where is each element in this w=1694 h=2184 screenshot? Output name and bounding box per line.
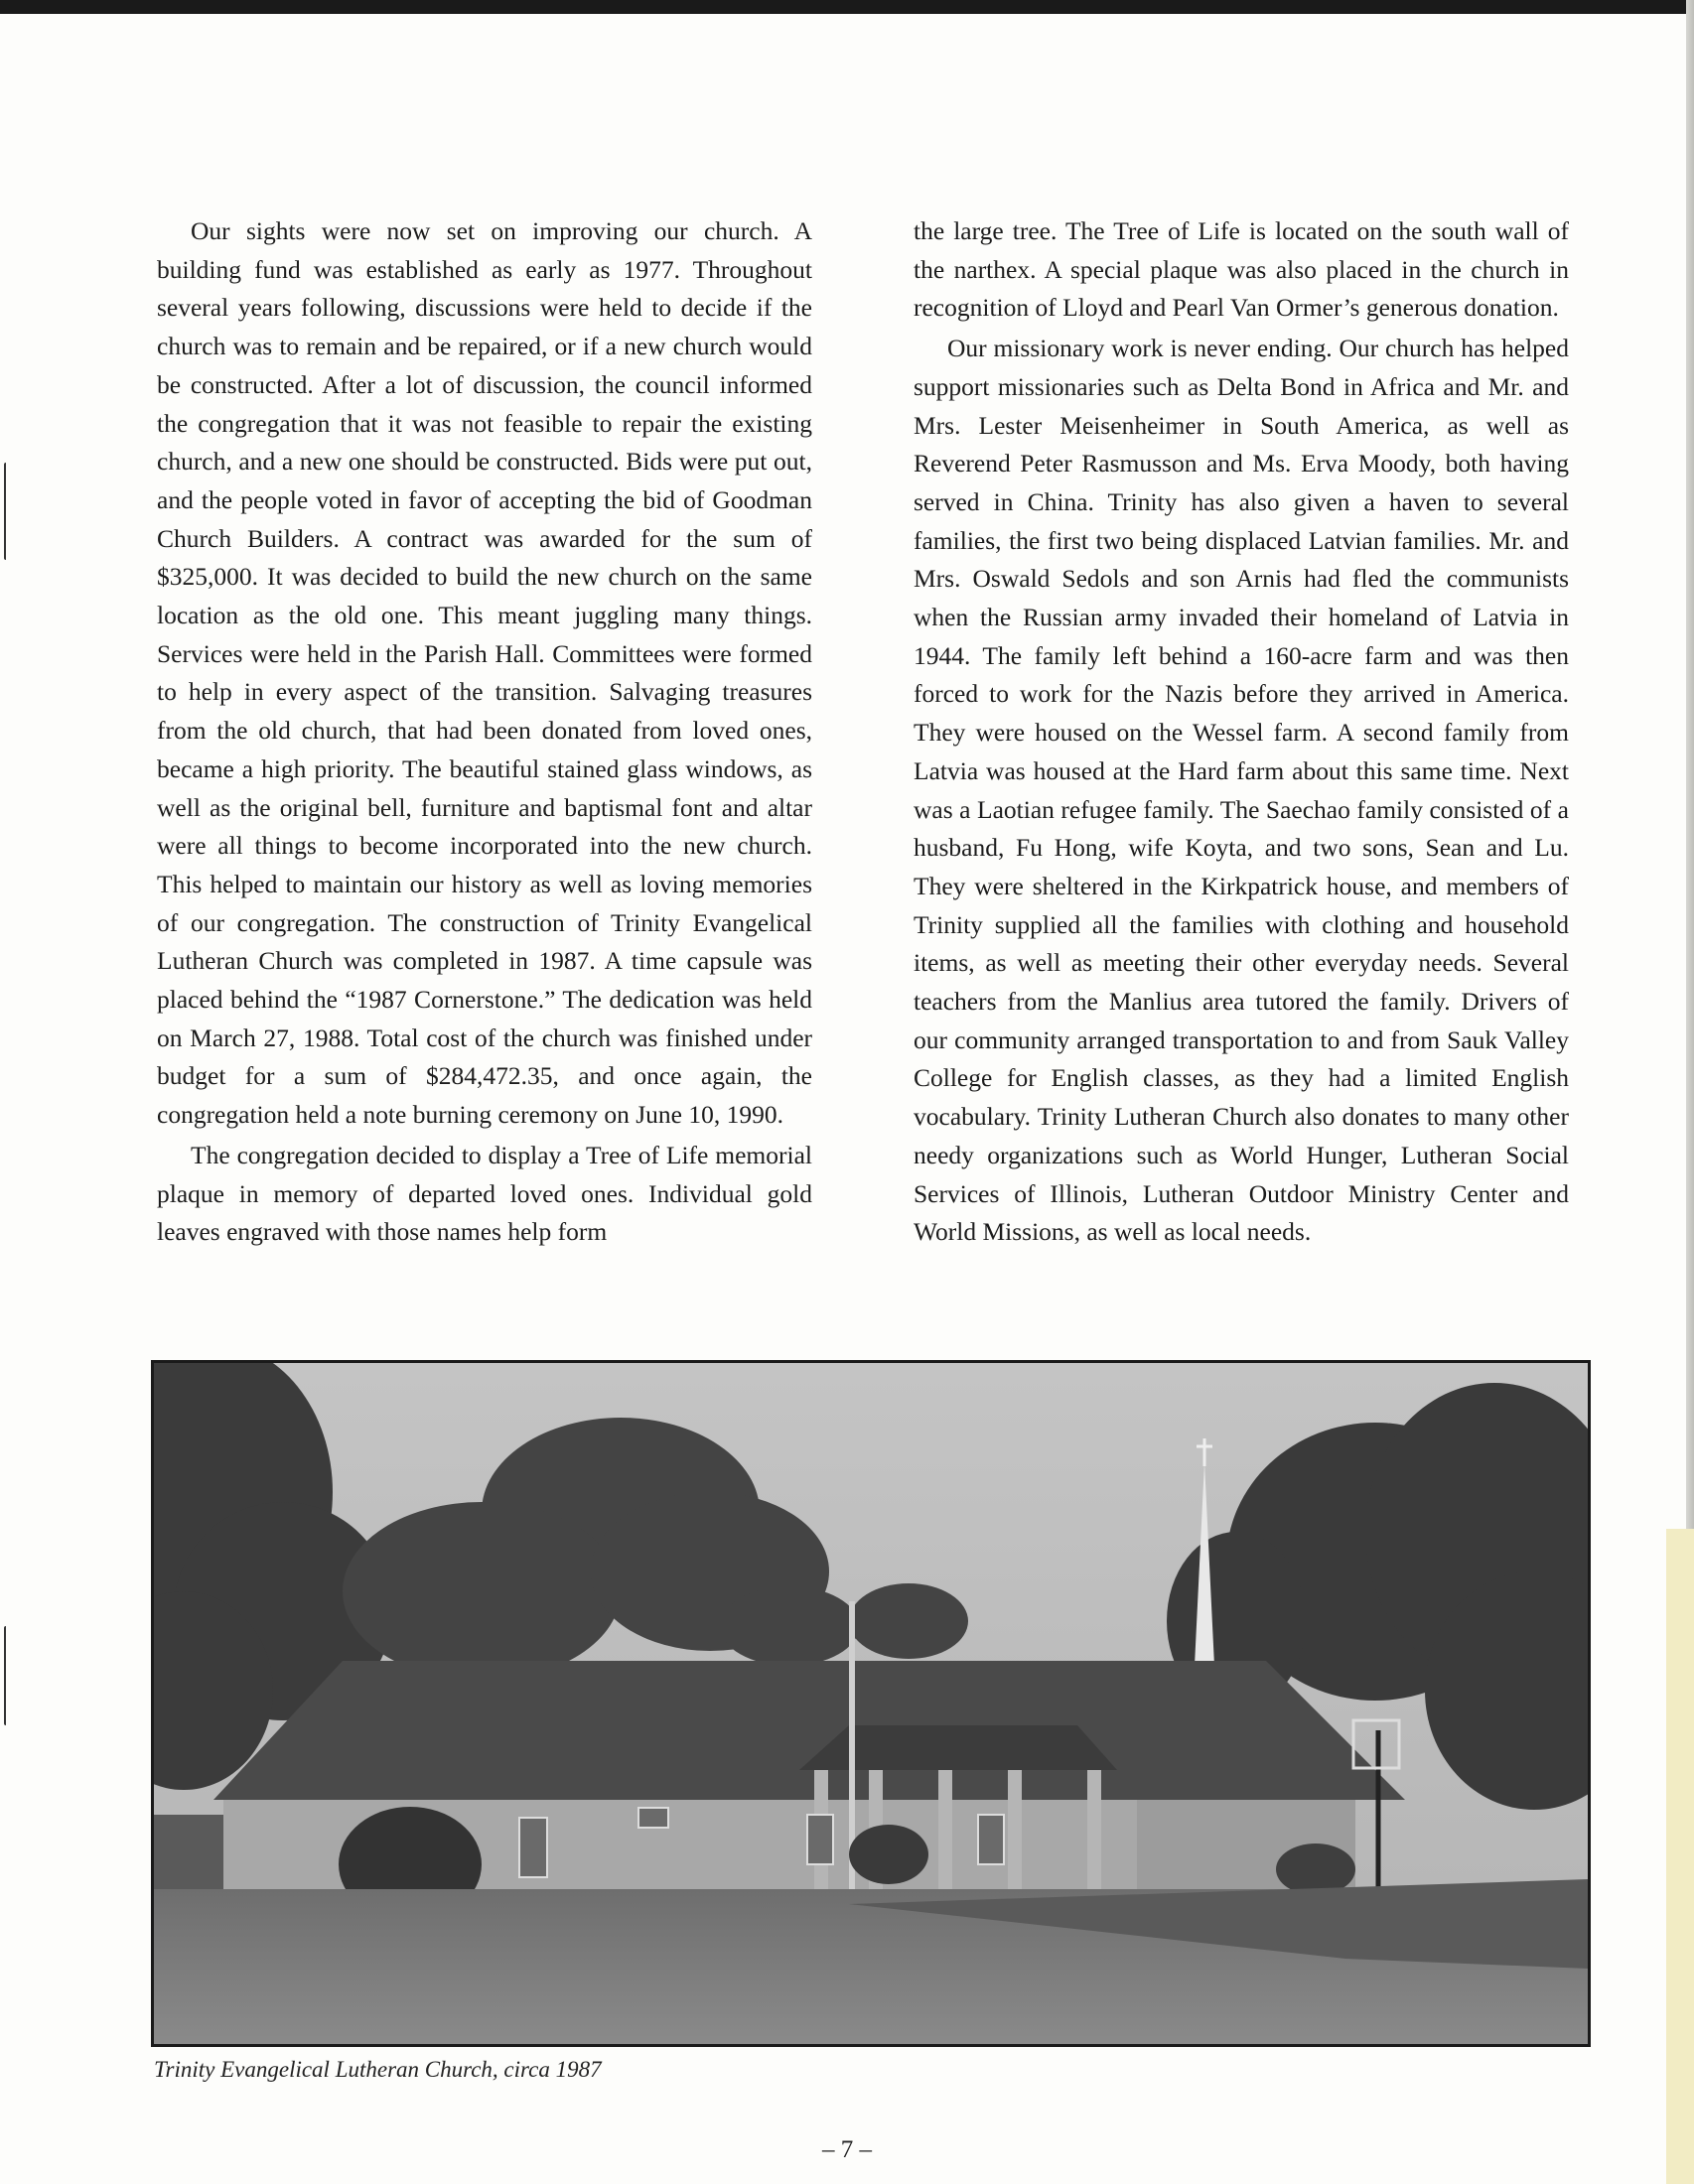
church-photo-illustration <box>154 1363 1588 2044</box>
paragraph: Our missionary work is never ending. Our church has helped support missionaries such as Delta Bond in Africa and Mr. and Mrs. Lester Meisenheimer in South America, as well as Reverend Peter Rasmusson and Ms. Erva Moody, both having served in China. Trinity has also given a haven to several families, the first two being displaced Latvian families. Mr. and Mrs. Oswald Sedols and son Arnis had fled the communists when the Russian army invaded their homeland of Latvia in 1944. The family left behind a 160-acre farm and was then forced to work for the Nazis before they arrived in America. They were housed on the Wessel farm. A second family from Latvia was housed at the Hard farm about this same time. Next was a Laotian refugee family. The Saechao family consisted of a husband, Fu Hong, wife Koyta, and two sons, Sean and Lu. They were sheltered in the Kirkpatrick house, and members of Trinity supplied all the families with clothing and household items, as well as meeting their other everyday needs. Several teachers from the Manlius area tutored the family. Drivers of our community arranged transportation to and from Sauk Valley College for English classes, as they had a limited English vocabulary. Trinity Lutheran Church also donates to many other needy organizations such as World Hunger, Lutheran Social Services of Illinois, Lutheran Outdoor Ministry Center and World Missions, as well as local needs. <box>914 334 1569 1247</box>
scan-top-border <box>0 0 1694 14</box>
scan-page-tab <box>1666 1529 1694 2184</box>
left-text-column <box>157 212 812 1254</box>
binding-staple-mark <box>4 463 12 560</box>
paragraph: the large tree. The Tree of Life is located on the south wall of the narthex. A special plaque was also placed in the church in recognition of Lloyd and Pearl Van Ormer’s generous donation. <box>914 216 1569 323</box>
shrub <box>1276 1843 1355 1895</box>
entry-canopy-roof <box>799 1725 1117 1770</box>
paragraph: Our sights were now set on improving our church. A building fund was established as early as 1977. Throughout several years following, discussions were held to decide if the church was to remain and be repaired, or if a new church would be constructed. After a lot of discussion, the council informed the congregation that it was not feasible to repair the existing church, and a new one should be constructed. Bids were put out, and the people voted in favor of accepting the bid of Goodman Church Builders. A contract was awarded for the sum of $325,000. It was decided to build the new church on the same location as the old one. This meant juggling many things. Services were held in the Parish Hall. Committees were formed to help in every aspect of the transition. Salvaging treasures from the old church, that had been donated from loved ones, became a high priority. The beautiful stained glass windows, as well as the original bell, furniture and baptismal font and altar were all things to become incorporated into the new church. This helped to maintain our history as well as loving memories of our congregation. The construction of Trinity Evangelical Lutheran Church was completed in 1987. A time capsule was placed behind the “1987 Cornerstone.” The dedication was held on March 27, 1988. Total cost of the church was finished under budget for a sum of $284,472.35, and once again, the congregation held a note burning ceremony on June 10, 1990. <box>157 216 812 1130</box>
church-photo <box>151 1360 1591 2047</box>
page-number: – 7 – <box>822 2136 872 2163</box>
church-roof <box>213 1661 1405 1800</box>
paragraph: The congregation decided to display a Tree of Life memorial plaque in memory of departed loved ones. Individual gold leaves engraved with those names help form <box>157 1140 812 1247</box>
photo-caption: Trinity Evangelical Lutheran Church, circa 1987 <box>154 2057 602 2082</box>
right-text-column <box>914 212 1569 1254</box>
fence <box>154 1815 223 1894</box>
shrub <box>849 1825 928 1884</box>
binding-staple-mark <box>4 1626 12 1725</box>
